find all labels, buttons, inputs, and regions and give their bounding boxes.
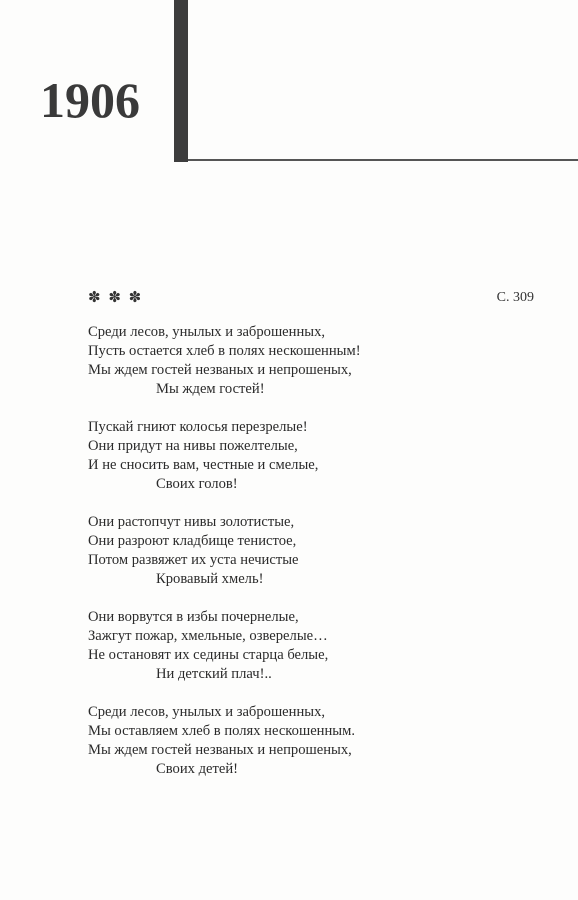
poem-line: Среди лесов, унылых и заброшенных, [88, 704, 326, 720]
asterism-ornament: ✽ ✽ ✽ [88, 290, 144, 306]
poem-line: Они придут на нивы пожелтелые, [88, 438, 298, 454]
poem-line: Мы ждем гостей незваных и непрошеных, [88, 362, 352, 378]
poem-refrain-line: Ни детский плач!.. [156, 666, 272, 682]
poem-line: Они разроют кладбище тенистое, [88, 533, 297, 549]
poem-refrain-line: Своих детей! [156, 761, 239, 777]
poem-line: Среди лесов, унылых и заброшенных, [88, 324, 326, 340]
stanza [88, 703, 528, 779]
chapter-year-heading: 1906 [40, 72, 140, 128]
poem-line: Потом развяжет их уста нечистые [88, 552, 299, 568]
stanza [88, 513, 528, 589]
page-reference: С. 309 [496, 290, 534, 305]
poem-body [88, 323, 528, 798]
poem-refrain-line: Мы ждем гостей! [156, 381, 265, 397]
poem-line: Пускай гниют колосья перезрелые! [88, 419, 308, 435]
poem-line: Они ворвутся в избы почернелые, [88, 609, 299, 625]
poem-line: Мы ждем гостей незваных и непрошеных, [88, 742, 352, 758]
poem-line: Они растопчут нивы золотистые, [88, 514, 295, 530]
poem-line: Зажгут пожар, хмельные, озверелые… [88, 628, 328, 644]
stanza [88, 323, 528, 399]
header-rule [188, 159, 578, 161]
poem-line: Мы оставляем хлеб в полях нескошенным. [88, 723, 355, 739]
poem-line: Не остановят их седины старца белые, [88, 647, 329, 663]
poem-refrain-line: Своих голов! [156, 476, 238, 492]
stanza [88, 608, 528, 684]
poem-line: Пусть остается хлеб в полях нескошенным! [88, 343, 361, 359]
stanza [88, 418, 528, 494]
poem-line: И не сносить вам, честные и смелые, [88, 457, 319, 473]
vertical-decorative-bar [174, 0, 188, 162]
poem-refrain-line: Кровавый хмель! [156, 571, 264, 587]
